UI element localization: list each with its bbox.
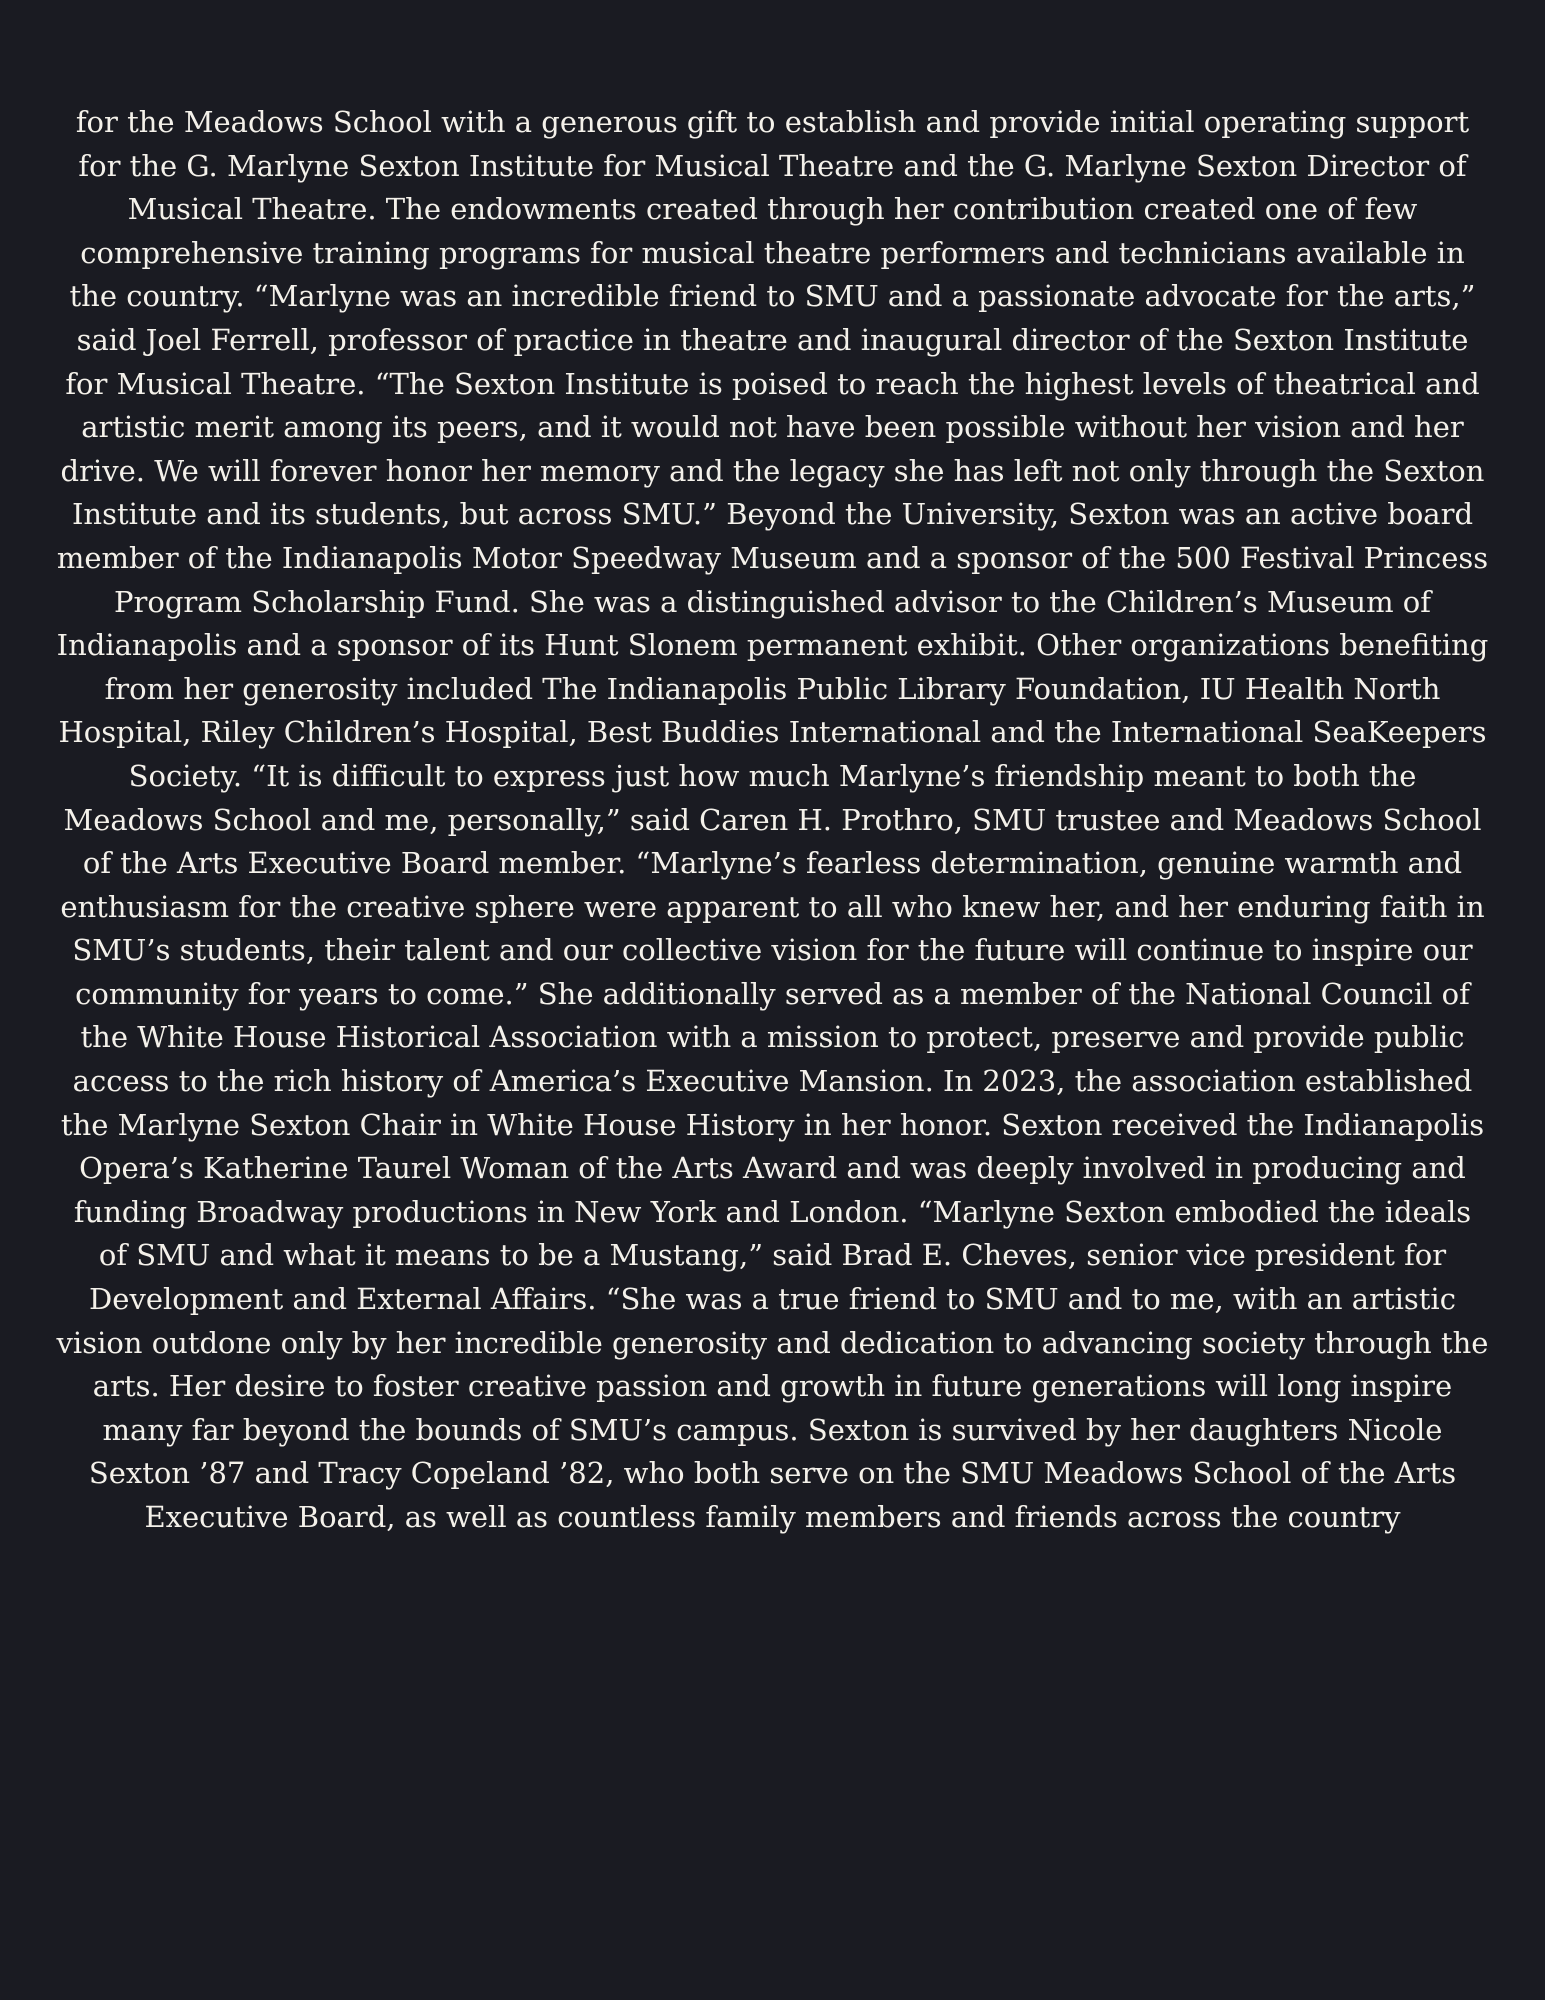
article-body-text: for the Meadows School with a generous gift to establish and provide initial operating support for the G. Marlyne Sexton Institute for Musical Theatre and the G. Marlyne Sexton Director of Musical Theatre. The endowments created through her contribution created one of few comprehensive training programs for musical theatre performers and technicians available in the country. “Marlyne was an incredible friend to SMU and a passionate advocate for the arts,” said Joel Ferrell, professor of practice in theatre and inaugural director of the Sexton Institute for Musical Theatre. “The Sexton Institute is poised to reach the highest levels of theatrical and artistic merit among its peers, and it would not have been possible without her vision and her drive. We will forever honor her memory and the legacy she has left not only through the Sexton Institute and its students, but across SMU.” Beyond the University, Sexton was an active board member of the Indianapolis Motor Speedway Museum and a sponsor of the 500 Festival Princess Program Scholarship Fund. She was a distinguished advisor to the Children’s Museum of Indianapolis and a sponsor of its Hunt Slonem permanent exhibit. Other organizations benefiting from her generosity included The Indianapolis Public Library Foundation, IU Health North Hospital, Riley Children’s Hospital, Best Buddies International and the International SeaKeepers Society. “It is difficult to express just how much Marlyne’s friendship meant to both the Meadows School and me, personally,” said Caren H. Prothro, SMU trustee and Meadows School of the Arts Executive Board member. “Marlyne’s fearless determination, genuine warmth and enthusiasm for the creative sphere were apparent to all who knew her, and her enduring faith in SMU’s students, their talent and our collective vision for the future will continue to inspire our community for years to come.” She additionally served as a member of the National Council of the White House Historical Association with a mission to protect, preserve and provide public access to the rich history of America’s Executive Mansion. In 2023, the association established the Marlyne Sexton Chair in White House History in her honor. Sexton received the Indianapolis Opera’s Katherine Taurel Woman of the Arts Award and was deeply involved in producing and funding Broadway productions in New York and London. “Marlyne Sexton embodied the ideals of SMU and what it means to be a Mustang,” said Brad E. Cheves, senior vice president for Development and External Affairs. “She was a true friend to SMU and to me, with an artistic vision outdone only by her incredible generosity and dedication to advancing society through the arts. Her desire to foster creative passion and growth in future generations will long inspire many far beyond the bounds of SMU’s campus. Sexton is survived by her daughters Nicole Sexton ’87 and Tracy Copeland ’82, who both serve on the SMU Meadows School of the Arts Executive Board, as well as countless family members and friends across the country: [56, 105, 1489, 1534]
